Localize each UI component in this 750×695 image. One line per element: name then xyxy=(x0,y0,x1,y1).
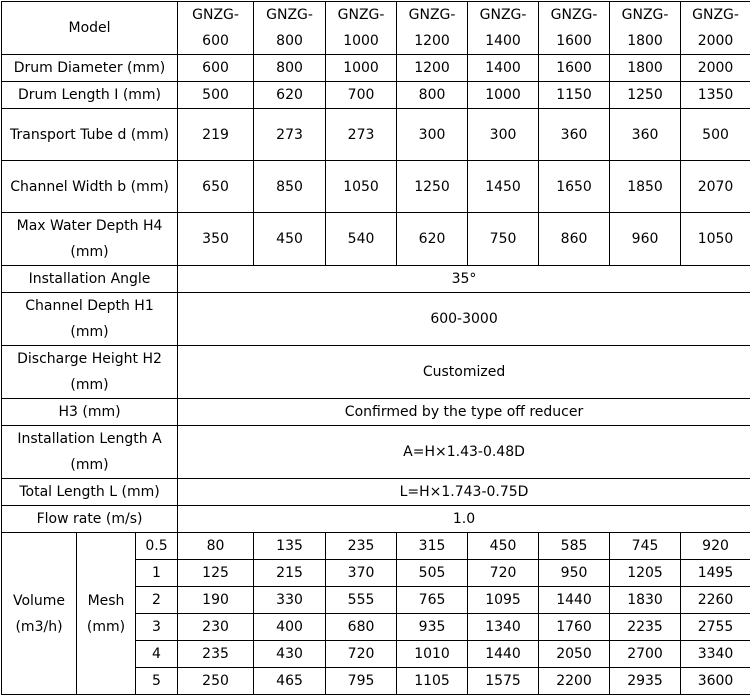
installation-angle-row xyxy=(2,266,750,293)
model-cell: GNZG-800 xyxy=(254,2,326,55)
mesh-size-cell: 5 xyxy=(136,668,178,695)
row-label: Channel Width b (mm) xyxy=(2,161,178,213)
mesh-size-cell: 0.5 xyxy=(136,533,178,560)
volume-cell: 230 xyxy=(178,614,254,641)
volume-cell: 315 xyxy=(397,533,468,560)
model-cell: GNZG-1200 xyxy=(397,2,468,55)
merged-value-cell: 1.0 xyxy=(178,506,750,533)
total-length-row xyxy=(2,479,750,506)
drum-length-row xyxy=(2,82,750,109)
row-label: Total Length L (mm) xyxy=(2,479,178,506)
value-cell: 1850 xyxy=(610,161,681,213)
drum-diameter-row xyxy=(2,55,750,82)
volume-cell: 720 xyxy=(468,560,539,587)
h3-row xyxy=(2,399,750,426)
row-label: Drum Diameter (mm) xyxy=(2,55,178,82)
volume-cell: 1095 xyxy=(468,587,539,614)
merged-value-cell: 600-3000 xyxy=(178,293,750,346)
value-cell: 750 xyxy=(468,213,539,266)
mesh-size-cell: 1 xyxy=(136,560,178,587)
model-cell: GNZG-600 xyxy=(178,2,254,55)
transport-tube-row xyxy=(2,109,750,161)
value-cell: 1650 xyxy=(539,161,610,213)
volume-cell: 430 xyxy=(254,641,326,668)
model-cell: GNZG-2000 xyxy=(681,2,750,55)
row-label: Transport Tube d (mm) xyxy=(2,109,178,161)
volume-cell: 2935 xyxy=(610,668,681,695)
volume-label: Volume (m3/h) xyxy=(2,533,77,695)
value-cell: 1800 xyxy=(610,55,681,82)
row-label: Installation Length A (mm) xyxy=(2,426,178,479)
volume-cell: 1010 xyxy=(397,641,468,668)
model-label: Model xyxy=(2,2,178,55)
value-cell: 1250 xyxy=(397,161,468,213)
volume-cell: 1495 xyxy=(681,560,750,587)
volume-cell: 1830 xyxy=(610,587,681,614)
max-water-depth-row xyxy=(2,213,750,266)
volume-cell: 125 xyxy=(178,560,254,587)
row-label: Max Water Depth H4 (mm) xyxy=(2,213,178,266)
volume-cell: 465 xyxy=(254,668,326,695)
volume-cell: 190 xyxy=(178,587,254,614)
volume-cell: 795 xyxy=(326,668,397,695)
volume-row xyxy=(2,533,750,560)
mesh-size-cell: 3 xyxy=(136,614,178,641)
row-label: Discharge Height H2 (mm) xyxy=(2,346,178,399)
value-cell: 1250 xyxy=(610,82,681,109)
row-label: H3 (mm) xyxy=(2,399,178,426)
row-label: Drum Length I (mm) xyxy=(2,82,178,109)
mesh-size-cell: 4 xyxy=(136,641,178,668)
volume-cell: 1575 xyxy=(468,668,539,695)
channel-depth-row xyxy=(2,293,750,346)
value-cell: 800 xyxy=(397,82,468,109)
value-cell: 540 xyxy=(326,213,397,266)
value-cell: 1600 xyxy=(539,55,610,82)
value-cell: 360 xyxy=(539,109,610,161)
volume-cell: 1105 xyxy=(397,668,468,695)
flow-rate-row xyxy=(2,506,750,533)
volume-cell: 720 xyxy=(326,641,397,668)
volume-cell: 555 xyxy=(326,587,397,614)
value-cell: 2070 xyxy=(681,161,750,213)
volume-cell: 370 xyxy=(326,560,397,587)
value-cell: 1150 xyxy=(539,82,610,109)
model-cell: GNZG-1000 xyxy=(326,2,397,55)
volume-cell: 505 xyxy=(397,560,468,587)
value-cell: 700 xyxy=(326,82,397,109)
value-cell: 1400 xyxy=(468,55,539,82)
merged-value-cell: Confirmed by the type off reducer xyxy=(178,399,750,426)
value-cell: 1350 xyxy=(681,82,750,109)
volume-cell: 2260 xyxy=(681,587,750,614)
volume-cell: 680 xyxy=(326,614,397,641)
volume-cell: 3340 xyxy=(681,641,750,668)
merged-value-cell: 35° xyxy=(178,266,750,293)
value-cell: 1000 xyxy=(326,55,397,82)
value-cell: 450 xyxy=(254,213,326,266)
row-label: Flow rate (m/s) xyxy=(2,506,178,533)
volume-cell: 745 xyxy=(610,533,681,560)
merged-value-cell: L=H×1.743-0.75D xyxy=(178,479,750,506)
volume-cell: 3600 xyxy=(681,668,750,695)
value-cell: 350 xyxy=(178,213,254,266)
volume-cell: 235 xyxy=(178,641,254,668)
spec-table xyxy=(1,1,750,695)
volume-cell: 935 xyxy=(397,614,468,641)
volume-cell: 2050 xyxy=(539,641,610,668)
volume-cell: 235 xyxy=(326,533,397,560)
value-cell: 650 xyxy=(178,161,254,213)
volume-cell: 215 xyxy=(254,560,326,587)
volume-cell: 950 xyxy=(539,560,610,587)
mesh-label: Mesh (mm) xyxy=(77,533,136,695)
volume-cell: 250 xyxy=(178,668,254,695)
value-cell: 360 xyxy=(610,109,681,161)
volume-cell: 450 xyxy=(468,533,539,560)
value-cell: 1200 xyxy=(397,55,468,82)
value-cell: 500 xyxy=(178,82,254,109)
volume-cell: 400 xyxy=(254,614,326,641)
volume-cell: 135 xyxy=(254,533,326,560)
value-cell: 1050 xyxy=(681,213,750,266)
value-cell: 960 xyxy=(610,213,681,266)
value-cell: 800 xyxy=(254,55,326,82)
volume-cell: 920 xyxy=(681,533,750,560)
discharge-height-row xyxy=(2,346,750,399)
value-cell: 300 xyxy=(397,109,468,161)
model-cell: GNZG-1400 xyxy=(468,2,539,55)
value-cell: 620 xyxy=(397,213,468,266)
row-label: Channel Depth H1 (mm) xyxy=(2,293,178,346)
value-cell: 1000 xyxy=(468,82,539,109)
model-row xyxy=(2,2,750,55)
volume-cell: 1440 xyxy=(468,641,539,668)
volume-cell: 1440 xyxy=(539,587,610,614)
model-cell: GNZG-1800 xyxy=(610,2,681,55)
volume-cell: 765 xyxy=(397,587,468,614)
channel-width-row xyxy=(2,161,750,213)
volume-cell: 2755 xyxy=(681,614,750,641)
volume-cell: 1340 xyxy=(468,614,539,641)
model-cell: GNZG-1600 xyxy=(539,2,610,55)
volume-cell: 1205 xyxy=(610,560,681,587)
installation-length-row xyxy=(2,426,750,479)
volume-cell: 585 xyxy=(539,533,610,560)
row-label: Installation Angle xyxy=(2,266,178,293)
value-cell: 1050 xyxy=(326,161,397,213)
volume-cell: 2200 xyxy=(539,668,610,695)
volume-cell: 2235 xyxy=(610,614,681,641)
merged-value-cell: A=H×1.43-0.48D xyxy=(178,426,750,479)
value-cell: 300 xyxy=(468,109,539,161)
value-cell: 273 xyxy=(254,109,326,161)
value-cell: 620 xyxy=(254,82,326,109)
volume-cell: 2700 xyxy=(610,641,681,668)
volume-cell: 330 xyxy=(254,587,326,614)
value-cell: 1450 xyxy=(468,161,539,213)
volume-cell: 80 xyxy=(178,533,254,560)
volume-cell: 1760 xyxy=(539,614,610,641)
merged-value-cell: Customized xyxy=(178,346,750,399)
value-cell: 860 xyxy=(539,213,610,266)
value-cell: 2000 xyxy=(681,55,750,82)
mesh-size-cell: 2 xyxy=(136,587,178,614)
value-cell: 850 xyxy=(254,161,326,213)
value-cell: 500 xyxy=(681,109,750,161)
value-cell: 219 xyxy=(178,109,254,161)
value-cell: 600 xyxy=(178,55,254,82)
value-cell: 273 xyxy=(326,109,397,161)
